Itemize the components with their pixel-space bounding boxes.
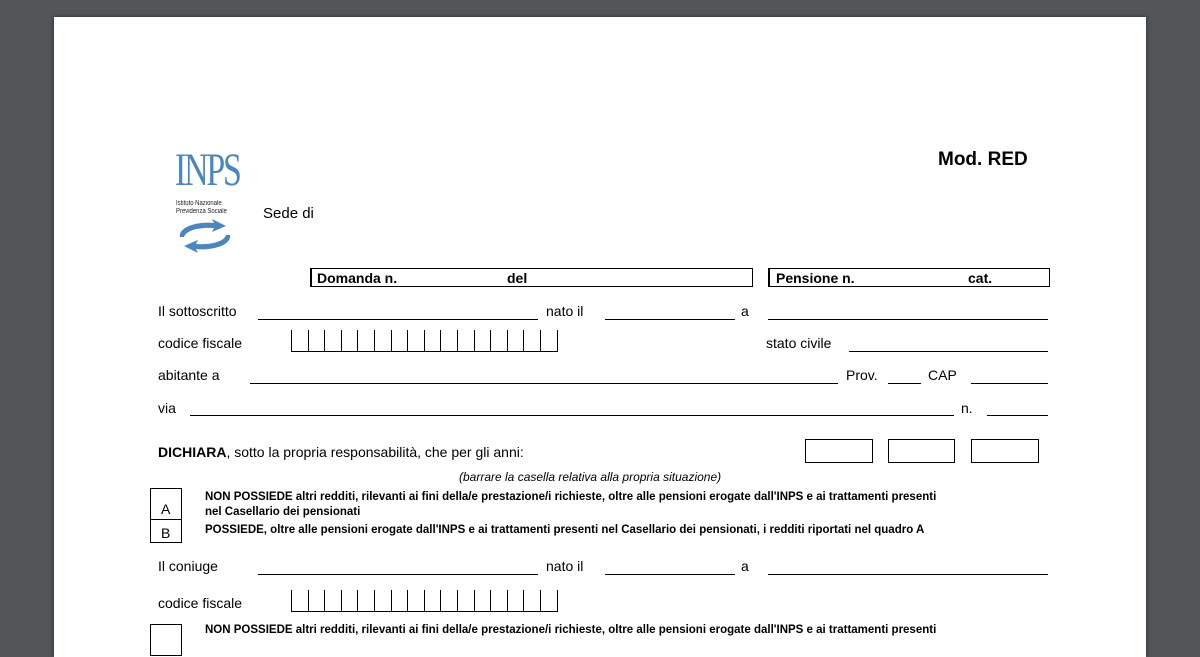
cf-cell-divider (424, 590, 425, 612)
cf-cell-divider (557, 590, 558, 612)
codice-fiscale-label: codice fiscale (158, 335, 243, 351)
pensione-label: Pensione n. (776, 270, 855, 286)
cf-cell-divider (357, 590, 358, 612)
logo-line1: Istituto Nazionale (176, 200, 222, 207)
cf-cell-divider (291, 330, 292, 352)
cf-cell-divider (474, 590, 475, 612)
dichiara-rest: , sotto la propria responsabilità, che per gli anni: (226, 444, 524, 460)
cat-label: cat. (968, 270, 993, 286)
cf-cell-divider (440, 590, 441, 612)
cf-cell-divider (474, 330, 475, 352)
cf-cell-divider (457, 590, 458, 612)
cf-cell-divider (407, 330, 408, 352)
nato-il-label: nato il (546, 303, 584, 319)
option-a-line2: nel Casellario dei pensionati (205, 506, 361, 518)
cf-cell-divider (523, 330, 524, 352)
coniuge-field[interactable] (258, 574, 538, 575)
cf-cell-divider (291, 590, 292, 612)
via-label: via (158, 400, 176, 416)
cap-label: CAP (928, 367, 957, 383)
sede-label: Sede di (263, 205, 314, 222)
abitante-field[interactable] (250, 383, 838, 384)
prov-label: Prov. (846, 367, 878, 383)
birth-date-field[interactable] (605, 319, 735, 320)
cf-cell-divider (557, 330, 558, 352)
dichiara-bold: DICHIARA (158, 444, 227, 460)
option-a-checkbox[interactable] (150, 488, 182, 520)
cf-cell-divider (540, 330, 541, 352)
spouse-birth-place-field[interactable] (768, 574, 1048, 575)
spouse-option-a-line1: NON POSSIEDE altri redditi, rilevanti ai fini della/e prestazione/i richieste, oltre alle pensioni erogate dall'INPS e ai trattamenti presenti (205, 624, 937, 636)
spouse-codice-fiscale-label: codice fiscale (158, 595, 243, 611)
birth-place-field[interactable] (768, 319, 1048, 320)
cf-cell-divider (457, 330, 458, 352)
spouse-option-a-checkbox[interactable] (150, 624, 182, 656)
cf-cell-divider (374, 590, 375, 612)
street-number-field[interactable] (987, 415, 1048, 416)
cf-cell-divider (540, 590, 541, 612)
spouse-codice-fiscale-field[interactable] (291, 590, 558, 612)
option-b-text: POSSIEDE, oltre alle pensioni erogate dall'INPS e ai trattamenti presenti nel Casellario dei pensionati, i redditi riportati nel quadro A (205, 524, 925, 536)
spouse-nato-il-label: nato il (546, 558, 584, 574)
cf-cell-divider (407, 590, 408, 612)
document-page (54, 17, 1146, 657)
cf-cell-divider (507, 590, 508, 612)
birth-place-a-label: a (741, 303, 749, 319)
sottoscritto-label: Il sottoscritto (158, 303, 237, 319)
cf-cell-divider (523, 590, 524, 612)
cf-cell-divider (391, 590, 392, 612)
option-a-line1: NON POSSIEDE altri redditi, rilevanti ai fini della/e prestazione/i richieste, oltre alle pensioni erogate dall'INPS e ai trattamenti presenti (205, 491, 937, 503)
cf-cell-divider (341, 330, 342, 352)
codice-fiscale-field[interactable] (291, 330, 558, 352)
spouse-birth-date-field[interactable] (605, 574, 735, 575)
option-b-letter: B (161, 525, 171, 541)
cap-field[interactable] (971, 383, 1048, 384)
model-title: Mod. RED (938, 149, 1028, 170)
cf-cell-divider (374, 330, 375, 352)
cf-cell-divider (308, 330, 309, 352)
stato-civile-field[interactable] (849, 351, 1048, 352)
option-a-letter: A (161, 501, 171, 517)
logo-line2: Previdenza Sociale (176, 208, 227, 215)
cf-cell-divider (324, 590, 325, 612)
option-b-checkbox[interactable] (150, 519, 182, 543)
cf-cell-divider (341, 590, 342, 612)
prov-field[interactable] (888, 383, 921, 384)
cf-cell-divider (324, 330, 325, 352)
cf-cell-divider (424, 330, 425, 352)
instruction-text: (barrare la casella relativa alla propria situazione) (459, 470, 722, 484)
abitante-label: abitante a (158, 367, 220, 383)
domanda-box[interactable] (310, 268, 753, 287)
cf-cell-divider (357, 330, 358, 352)
street-number-label: n. (961, 400, 973, 416)
cf-cell-divider (440, 330, 441, 352)
domanda-label: Domanda n. (317, 270, 398, 286)
coniuge-label: Il coniuge (158, 558, 218, 574)
sottoscritto-field[interactable] (258, 319, 538, 320)
cf-cell-divider (391, 330, 392, 352)
cf-cell-divider (490, 590, 491, 612)
year-box-2[interactable] (888, 439, 955, 463)
del-label: del (507, 270, 528, 286)
inps-logo (172, 144, 242, 259)
via-field[interactable] (190, 415, 954, 416)
spouse-a-label: a (741, 558, 749, 574)
year-box-1[interactable] (805, 439, 873, 463)
recycle-arrows-icon (174, 219, 236, 253)
logo-acronym: INPS (175, 144, 240, 196)
stato-civile-label: stato civile (766, 335, 832, 351)
cf-cell-divider (490, 330, 491, 352)
pensione-box[interactable] (768, 268, 1050, 287)
dichiara-text (158, 444, 524, 460)
cf-cell-divider (507, 330, 508, 352)
year-box-3[interactable] (971, 439, 1039, 463)
cf-cell-divider (308, 590, 309, 612)
